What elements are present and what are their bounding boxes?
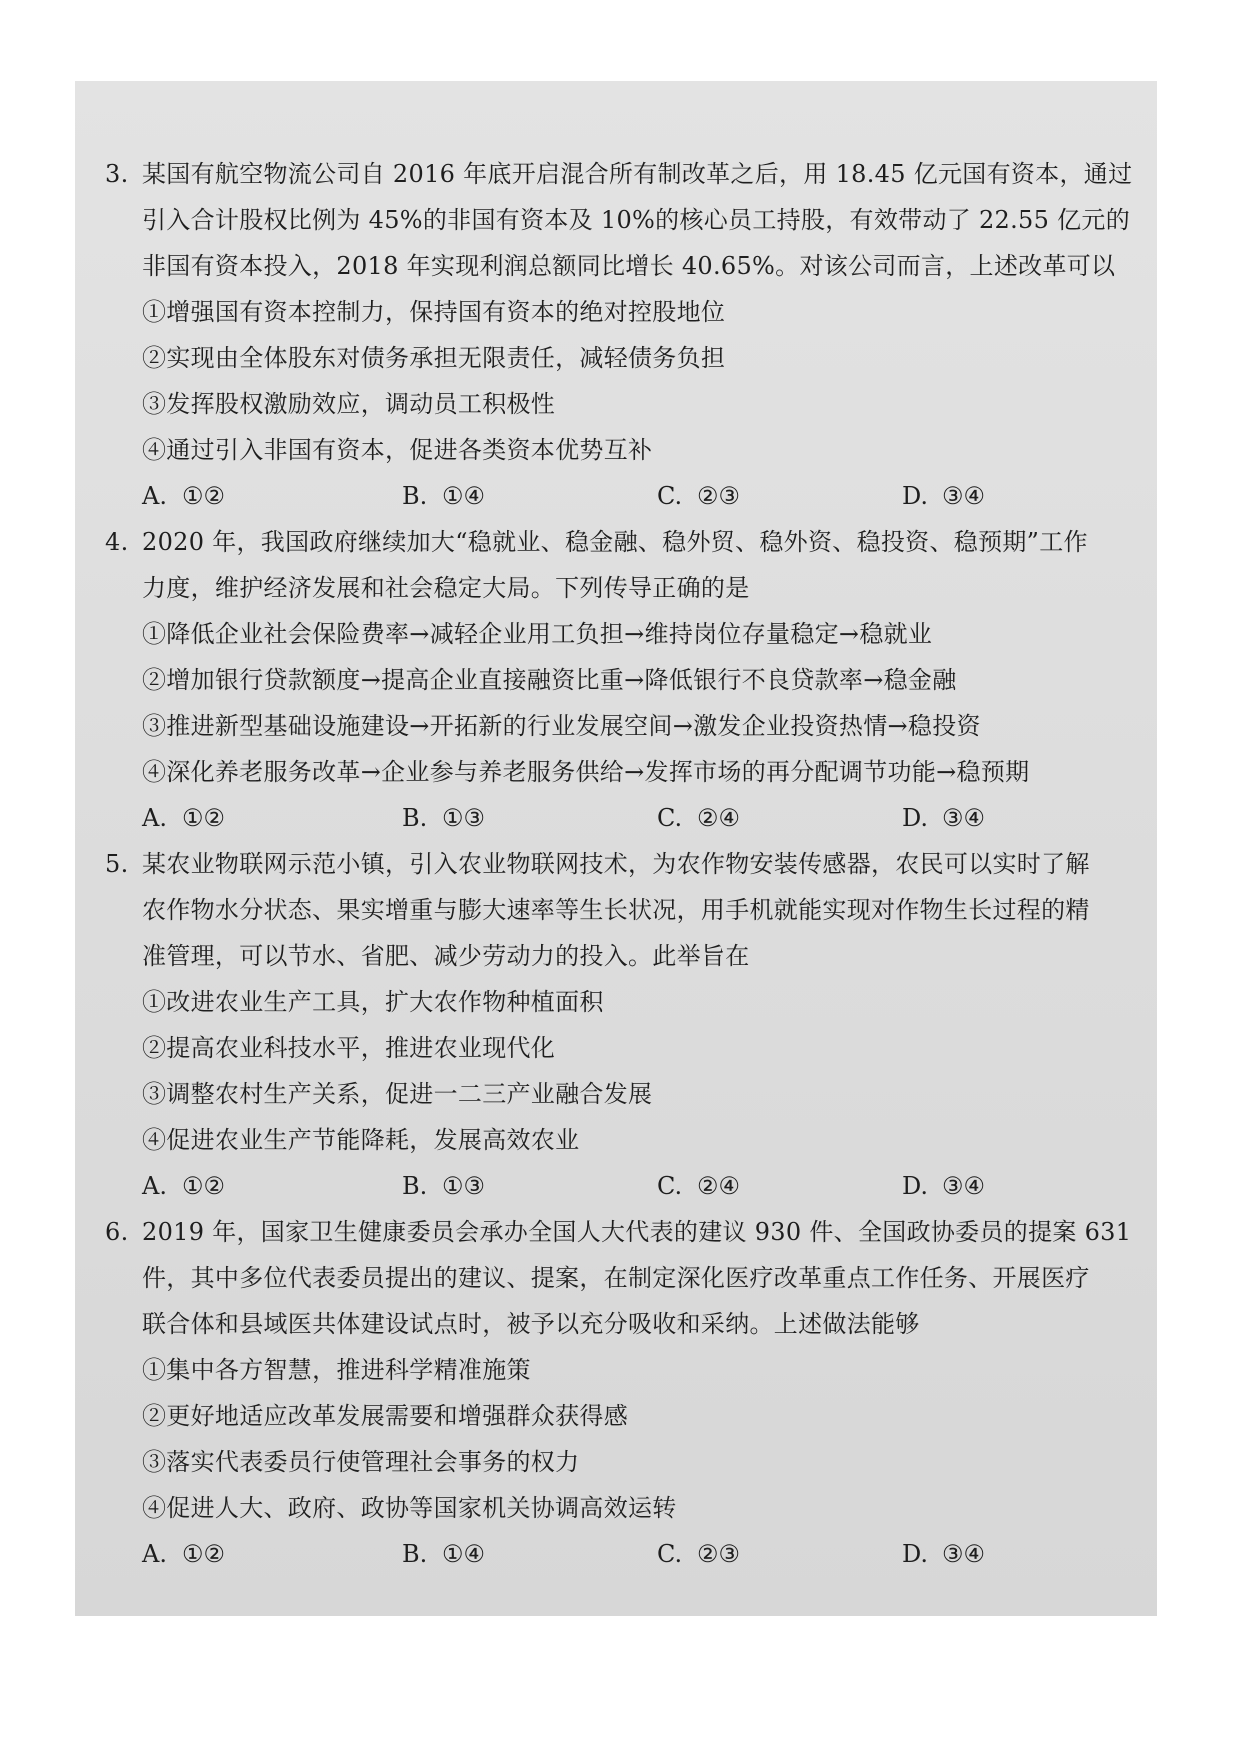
- question-stem-text: 件，其中多位代表委员提出的建议、提案，在制定深化医疗改革重点工作任务、开展医疗: [142, 1264, 1090, 1292]
- answer-value: ①②: [182, 804, 226, 832]
- answer-choice: [657, 795, 740, 841]
- answer-value: ①③: [442, 804, 486, 832]
- answer-choice: [142, 1163, 225, 1209]
- answer-choices: [142, 1531, 1125, 1577]
- question-stem-line: [105, 565, 1125, 611]
- question-2: [105, 519, 1125, 841]
- answer-choice: [657, 473, 740, 519]
- statement-option: ④促进人大、政府、政协等国家机关协调高效运转: [142, 1494, 677, 1522]
- statement-option: ④通过引入非国有资本，促进各类资本优势互补: [142, 436, 653, 464]
- question-stem-text: 非国有资本投入，2018 年实现利润总额同比增长 40.65%。对该公司而言，上述改革可以: [142, 252, 1116, 280]
- answer-value: ③④: [942, 1172, 986, 1200]
- answer-value: ③④: [942, 804, 986, 832]
- answer-value: ①④: [442, 482, 486, 510]
- statement-option: ①增强国有资本控制力，保持国有资本的绝对控股地位: [142, 298, 726, 326]
- question-stem-line: [105, 1301, 1125, 1347]
- answer-letter: C.: [657, 1540, 683, 1568]
- answer-value: ②④: [697, 804, 741, 832]
- answer-value: ②③: [697, 482, 741, 510]
- exam-page: [75, 81, 1157, 1616]
- question-stem-text: 引入合计股权比例为 45%的非国有资本及 10%的核心员工持股，有效带动了 22.55 亿元的: [142, 206, 1131, 234]
- statement-option: ④深化养老服务改革→企业参与养老服务供给→发挥市场的再分配调节功能→稳预期: [142, 758, 1030, 786]
- question-stem-line: [105, 1209, 1132, 1255]
- question-stem-text: 力度，维护经济发展和社会稳定大局。下列传导正确的是: [142, 574, 750, 602]
- question-stem-line: [105, 519, 1125, 565]
- question-1: [105, 151, 1133, 519]
- answer-choice: [142, 1531, 225, 1577]
- answer-letter: B.: [402, 1540, 428, 1568]
- statement-option: ②提高农业科技水平，推进农业现代化: [142, 1034, 556, 1062]
- answer-letter: D.: [902, 1172, 929, 1200]
- answer-letter: B.: [402, 482, 428, 510]
- question-stem-line: [105, 1255, 1125, 1301]
- answer-letter: B.: [402, 1172, 428, 1200]
- answer-choice: [402, 473, 485, 519]
- question-stem-line: [105, 887, 1125, 933]
- statement-option: ③落实代表委员行使管理社会事务的权力: [142, 1448, 580, 1476]
- question-stem-text: 某农业物联网示范小镇，引入农业物联网技术，为农作物安装传感器，农民可以实时了解: [142, 850, 1090, 878]
- question-stem-text: 2019 年，国家卫生健康委员会承办全国人大代表的建议 930 件、全国政协委员的提案 631: [142, 1218, 1132, 1246]
- answer-letter: C.: [657, 804, 683, 832]
- answer-choice: [657, 1531, 740, 1577]
- question-stem-line: [105, 841, 1125, 887]
- question-stem-text: 2020 年，我国政府继续加大“稳就业、稳金融、稳外贸、稳外资、稳投资、稳预期”工作: [142, 528, 1088, 556]
- answer-choice: [142, 795, 225, 841]
- question-stem-text: 农作物水分状态、果实增重与膨大速率等生长状况，用手机就能实现对作物生长过程的精: [142, 896, 1090, 924]
- answer-choices: [142, 1163, 1125, 1209]
- answer-letter: A.: [142, 1540, 167, 1568]
- answer-value: ②④: [697, 1172, 741, 1200]
- answer-choices: [142, 795, 1125, 841]
- answer-choices: [142, 473, 1125, 519]
- answer-letter: A.: [142, 482, 167, 510]
- question-number: 3.: [105, 160, 129, 188]
- answer-letter: D.: [902, 804, 929, 832]
- answer-value: ③④: [942, 1540, 986, 1568]
- statement-option: ②更好地适应改革发展需要和增强群众获得感: [142, 1402, 628, 1430]
- statement-option: ③发挥股权激励效应，调动员工积极性: [142, 390, 556, 418]
- question-stem-line: [105, 243, 1125, 289]
- answer-letter: A.: [142, 1172, 167, 1200]
- statement-option: ③调整农村生产关系，促进一二三产业融合发展: [142, 1080, 653, 1108]
- answer-choice: [657, 1163, 740, 1209]
- answer-choice: [142, 473, 225, 519]
- answer-choice: [902, 795, 985, 841]
- answer-value: ①④: [442, 1540, 486, 1568]
- answer-letter: D.: [902, 1540, 929, 1568]
- question-stem-line: [105, 197, 1131, 243]
- answer-letter: C.: [657, 482, 683, 510]
- statement-option: ①改进农业生产工具，扩大农作物种植面积: [142, 988, 604, 1016]
- answer-letter: D.: [902, 482, 929, 510]
- question-stem-text: 准管理，可以节水、省肥、减少劳动力的投入。此举旨在: [142, 942, 750, 970]
- answer-value: ②③: [697, 1540, 741, 1568]
- question-stem-line: [105, 933, 1125, 979]
- question-3: [105, 841, 1125, 1209]
- answer-choice: [402, 795, 485, 841]
- answer-choice: [902, 1531, 985, 1577]
- statement-option: ②实现由全体股东对债务承担无限责任，减轻债务负担: [142, 344, 726, 372]
- question-number: 6.: [105, 1218, 129, 1246]
- question-number: 5.: [105, 850, 129, 878]
- answer-value: ①②: [182, 1540, 226, 1568]
- question-stem-line: [105, 151, 1133, 197]
- statement-option: ④促进农业生产节能降耗，发展高效农业: [142, 1126, 580, 1154]
- statement-option: ③推进新型基础设施建设→开拓新的行业发展空间→激发企业投资热情→稳投资: [142, 712, 981, 740]
- statement-option: ①集中各方智慧，推进科学精准施策: [142, 1356, 531, 1384]
- answer-value: ③④: [942, 482, 986, 510]
- answer-value: ①③: [442, 1172, 486, 1200]
- question-4: [105, 1209, 1132, 1577]
- question-stem-text: 联合体和县域医共体建设试点时，被予以充分吸收和采纳。上述做法能够: [142, 1310, 920, 1338]
- answer-choice: [402, 1163, 485, 1209]
- question-list: [105, 151, 1133, 1577]
- answer-value: ①②: [182, 1172, 226, 1200]
- question-stem-text: 某国有航空物流公司自 2016 年底开启混合所有制改革之后，用 18.45 亿元国有资本，通过: [142, 160, 1133, 188]
- answer-letter: B.: [402, 804, 428, 832]
- answer-letter: C.: [657, 1172, 683, 1200]
- answer-value: ①②: [182, 482, 226, 510]
- answer-choice: [902, 473, 985, 519]
- question-number: 4.: [105, 528, 129, 556]
- statement-option: ①降低企业社会保险费率→减轻企业用工负担→维持岗位存量稳定→稳就业: [142, 620, 933, 648]
- statement-option: ②增加银行贷款额度→提高企业直接融资比重→降低银行不良贷款率→稳金融: [142, 666, 957, 694]
- answer-choice: [402, 1531, 485, 1577]
- answer-letter: A.: [142, 804, 167, 832]
- answer-choice: [902, 1163, 985, 1209]
